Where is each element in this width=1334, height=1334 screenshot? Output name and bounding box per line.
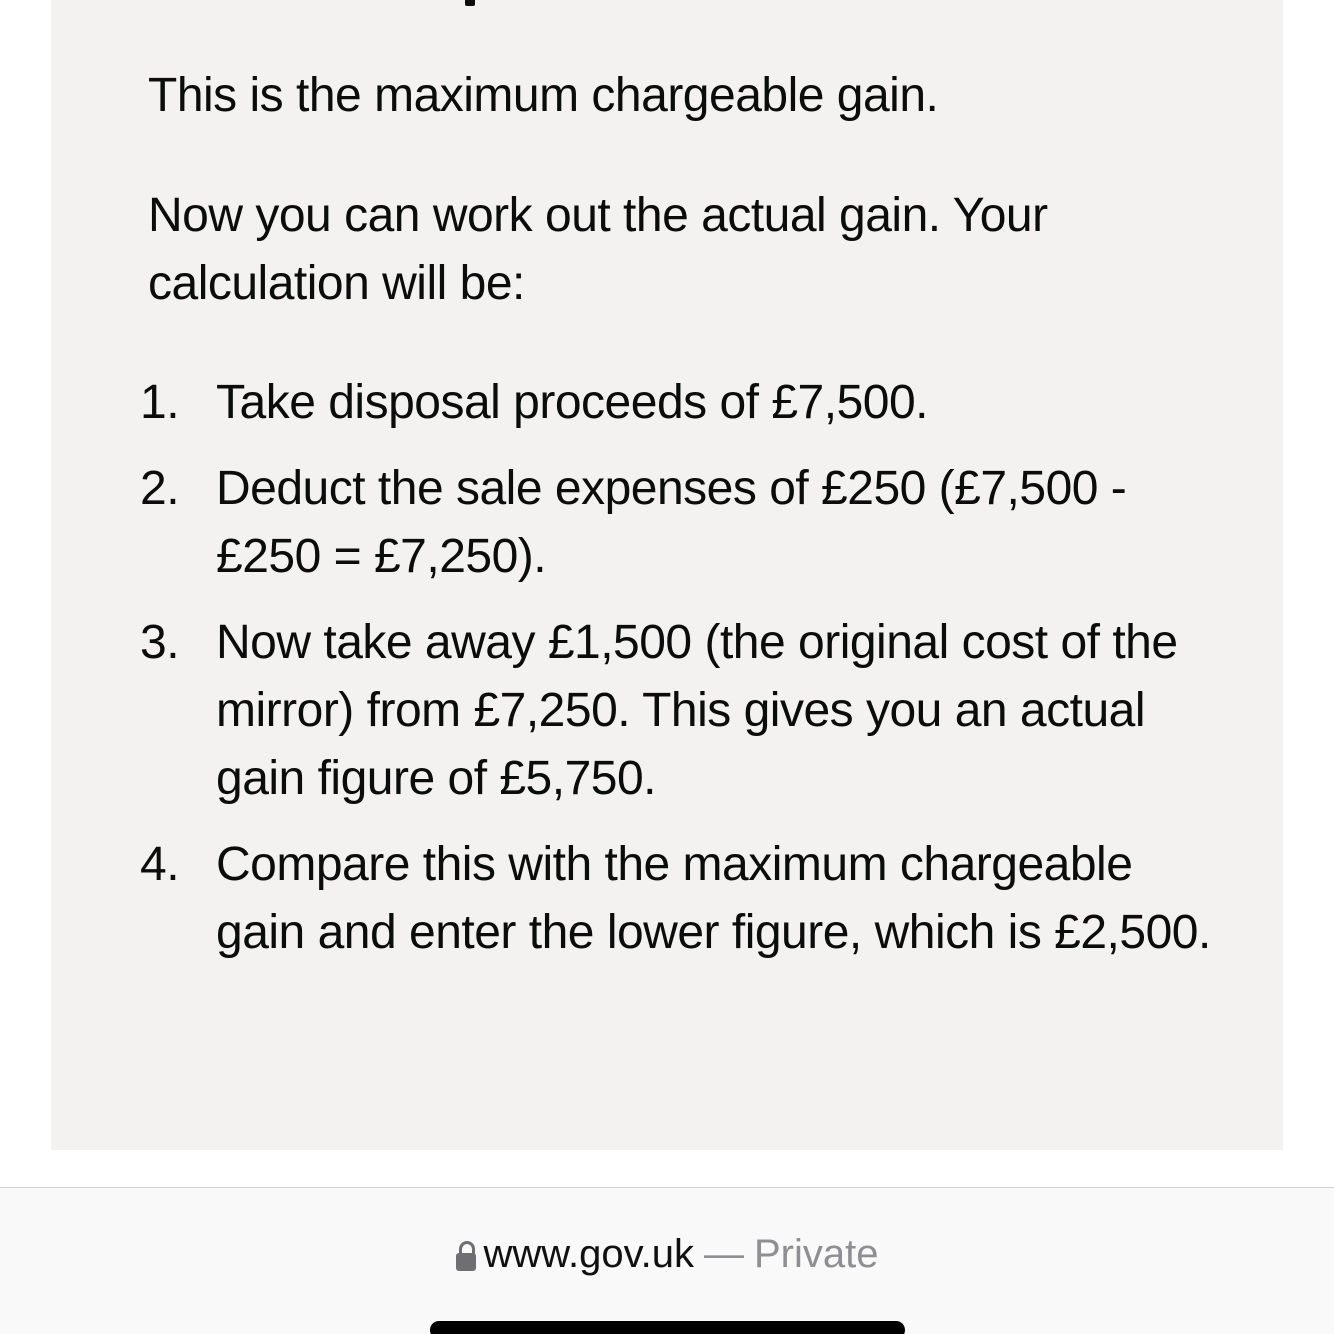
list-item — [140, 609, 1220, 813]
step-number: 3. — [140, 616, 180, 669]
address-separator: — — [703, 1232, 744, 1276]
step-text: Now take away £1,500 (the original cost of the mirror) from £7,250. This gives you an actual gain figure of £5,750. — [216, 616, 1178, 805]
browser-bottom-bar — [0, 1187, 1334, 1334]
example-inset-panel — [51, 0, 1283, 1150]
step-number: 4. — [140, 838, 180, 891]
step-number: 1. — [140, 376, 180, 429]
step-text: Compare this with the maximum chargeable gain and enter the lower figure, which is £2,500. — [216, 838, 1211, 959]
step-number: 2. — [140, 462, 180, 515]
list-item — [140, 369, 1220, 437]
step-text: Take disposal proceeds of £7,500. — [216, 376, 928, 429]
paragraph-calculation-intro: Now you can work out the actual gain. Your calculation will be: — [148, 189, 1048, 310]
address-bar[interactable] — [0, 1228, 1334, 1280]
address-domain: www.gov.uk — [483, 1232, 694, 1276]
step-text: Deduct the sale expenses of £250 (£7,500 - £250 = £7,250). — [216, 462, 1127, 583]
home-indicator[interactable] — [430, 1321, 905, 1334]
clipped-text-fragment — [439, 0, 489, 6]
private-mode-label: Private — [753, 1232, 879, 1276]
calculation-steps-list — [140, 369, 1220, 967]
paragraph-max-gain: This is the maximum chargeable gain. — [148, 69, 939, 122]
list-item — [140, 831, 1220, 967]
lock-icon — [456, 1241, 476, 1271]
list-item — [140, 455, 1220, 591]
